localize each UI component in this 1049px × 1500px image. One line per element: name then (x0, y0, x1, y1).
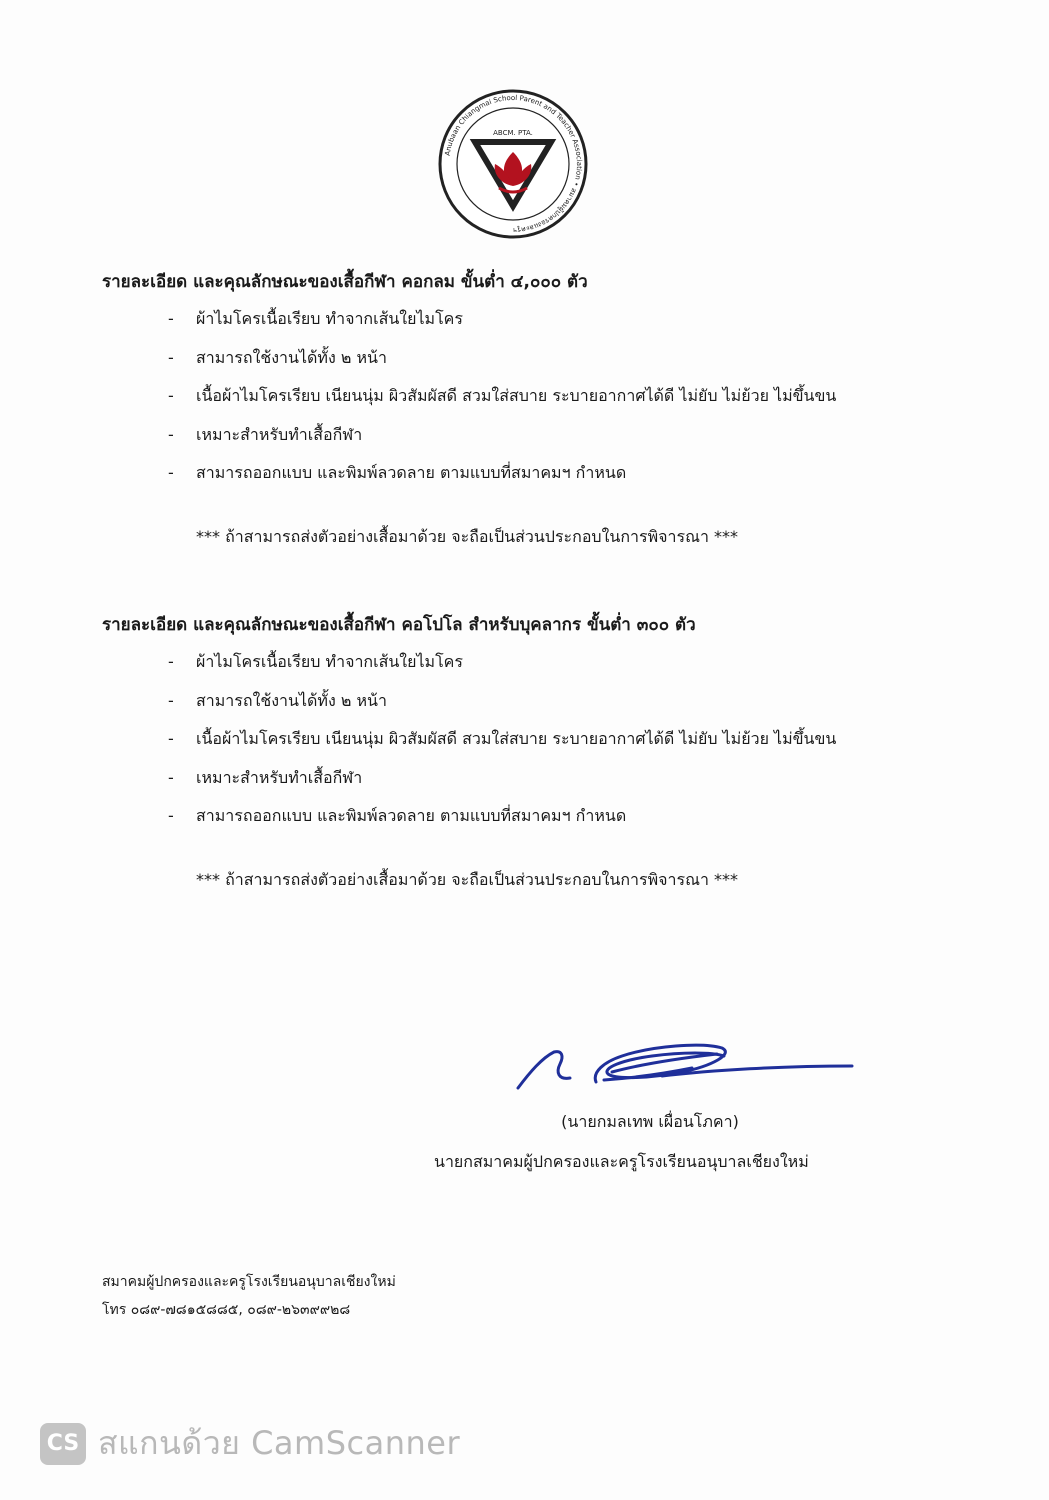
footer-phone: โทร ๐๘๙-๗๘๑๕๘๘๕, ๐๘๙-๒๖๓๙๙๒๘ (102, 1302, 351, 1318)
list-item: - ผ้าไมโครเนื้อเรียบ ทำจากเส้นใยไมโคร (168, 652, 463, 671)
section-title: รายละเอียด และคุณลักษณะของเสื้อกีฬา คอกลม ขั้นต่ำ ๔,๐๐๐ ตัว (102, 272, 588, 292)
list-item: - สามารถใช้งานได้ทั้ง ๒ หน้า (168, 347, 387, 367)
list-item: - เหมาะสำหรับทำเสื้อกีฬา (168, 424, 363, 444)
list-item: - เนื้อผ้าไมโครเรียบ เนียนนุ่ม ผิวสัมผัสดี สวมใส่สบาย ระบายอากาศได้ดี ไม่ยับ ไม่ย้วย ไม่ขึ้นขน (168, 729, 837, 748)
spec-section-round-neck (102, 264, 1002, 549)
camscanner-watermark (40, 1418, 460, 1469)
list-item: - สามารถใช้งานได้ทั้ง ๒ หน้า (168, 690, 387, 710)
spec-list (102, 300, 1002, 493)
section-title: รายละเอียด และคุณลักษณะของเสื้อกีฬา คอโปโล สำหรับบุคลากร ขั้นต่ำ ๓๐๐ ตัว (102, 615, 696, 635)
list-item: - สามารถออกแบบ และพิมพ์ลวดลาย ตามแบบที่สมาคมฯ กำหนด (168, 806, 627, 825)
list-item: - เนื้อผ้าไมโครเรียบ เนียนนุ่ม ผิวสัมผัสดี สวมใส่สบาย ระบายอากาศได้ดี ไม่ยับ ไม่ย้วย ไม่ขึ้นขน (168, 386, 837, 405)
sample-note: *** ถ้าสามารถส่งตัวอย่างเสื้อมาด้วย จะถือเป็นส่วนประกอบในการพิจารณา *** (196, 526, 739, 546)
spec-section-polo (102, 607, 1002, 892)
svg-text:Anubaan Chiangmai School Paren: Anubaan Chiangmai School Parent and Teacher Association • สมาคมผู้ปกครองและครูฯ (443, 93, 584, 235)
spec-list (102, 643, 1002, 836)
footer-org: สมาคมผู้ปกครองและครูโรงเรียนอนุบาลเชียงใหม่ (102, 1274, 396, 1290)
watermark-text: สแกนด้วย CamScanner (98, 1424, 461, 1462)
svg-text:ABCM. PTA.: ABCM. PTA. (493, 129, 533, 137)
handwritten-signature (512, 1038, 857, 1096)
signatory-title: นายกสมาคมผู้ปกครองและครูโรงเรียนอนุบาลเชียงใหม่ (434, 1152, 809, 1171)
list-item: - เหมาะสำหรับทำเสื้อกีฬา (168, 767, 363, 787)
list-item: - ผ้าไมโครเนื้อเรียบ ทำจากเส้นใยไมโคร (168, 309, 463, 328)
list-item: - สามารถออกแบบ และพิมพ์ลวดลาย ตามแบบที่สมาคมฯ กำหนด (168, 463, 627, 482)
camscanner-logo-icon: CS (40, 1423, 86, 1465)
sample-note: *** ถ้าสามารถส่งตัวอย่างเสื้อมาด้วย จะถือเป็นส่วนประกอบในการพิจารณา *** (196, 869, 739, 889)
footer-contact (102, 1268, 396, 1324)
signatory-name: (นายกมลเทพ เผื่อนโภคา) (561, 1112, 739, 1131)
association-emblem-icon (437, 88, 589, 240)
